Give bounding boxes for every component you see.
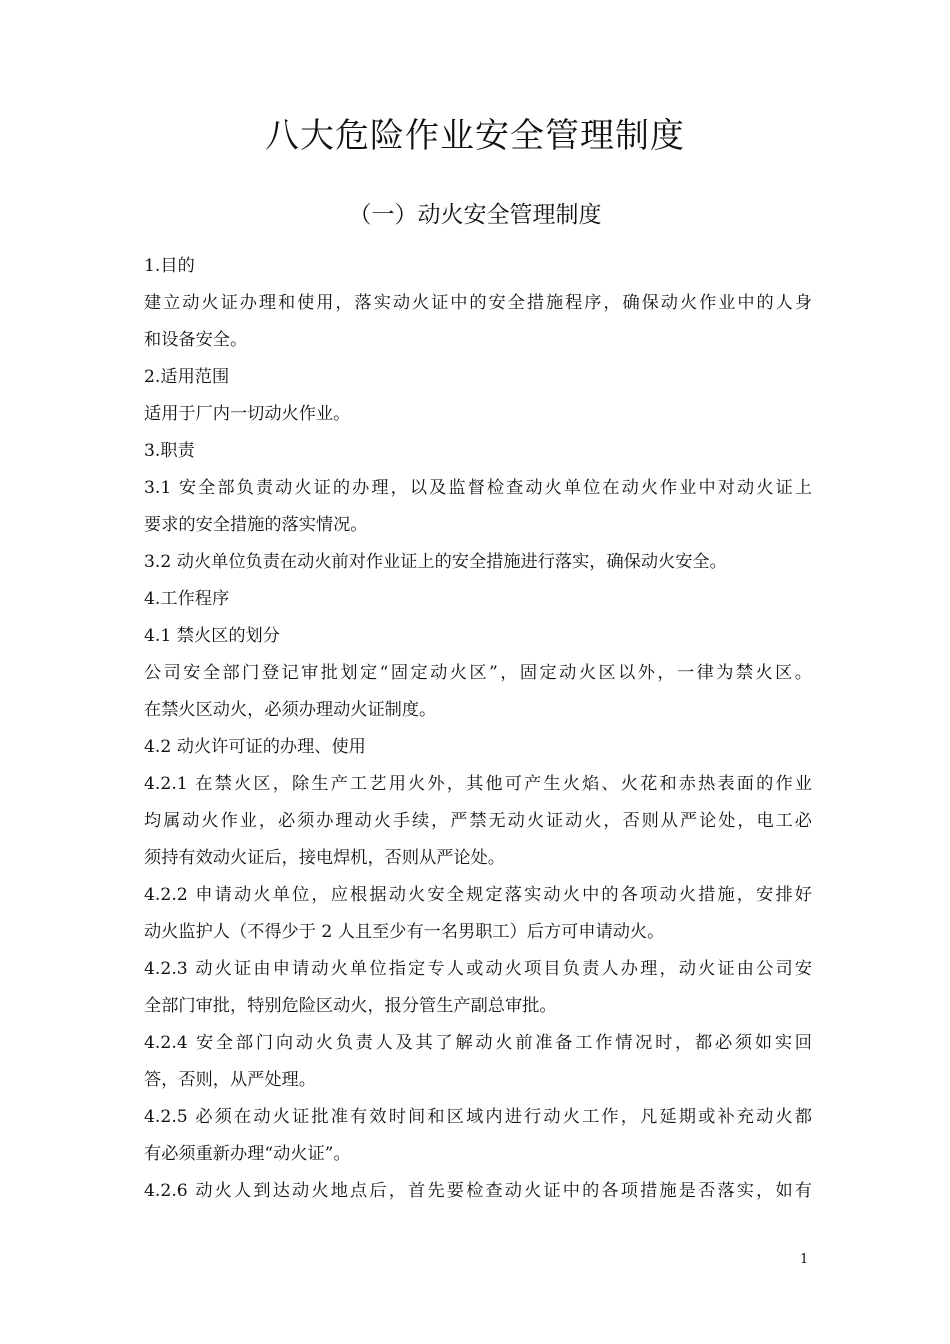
text-line: 均属动火作业，必须办理动火手续，严禁无动火证动火，否则从严论处，电工必 [144,811,812,831]
text-line: 4.2.5 必须在动火证批准有效时间和区域内进行动火工作，凡延期或补充动火都 [144,1107,812,1127]
text-line: 有必须重新办理“动火证”。 [144,1144,351,1164]
text-line: 须持有效动火证后，接电焊机，否则从严论处。 [144,848,505,868]
section-title: （一）动火安全管理制度 [348,202,602,228]
text-line: 建立动火证办理和使用，落实动火证中的安全措施程序，确保动火作业中的人身 [144,293,812,313]
page-number: 1 [800,1252,809,1267]
text-line: 全部门审批，特别危险区动火，报分管生产副总审批。 [144,996,557,1016]
text-line: 1.目的 [144,256,195,276]
text-line: 2.适用范围 [144,367,230,387]
text-line: 4.2 动火许可证的办理、使用 [144,737,366,757]
text-line: 4.2.6 动火人到达动火地点后，首先要检查动火证中的各项措施是否落实，如有 [144,1181,812,1201]
text-line: 适用于厂内一切动火作业。 [144,404,351,424]
text-line: 3.2 动火单位负责在动火前对作业证上的安全措施进行落实，确保动火安全。 [144,552,727,572]
document-title: 八大危险作业安全管理制度 [265,116,685,156]
text-line: 4.2.1 在禁火区，除生产工艺用火外，其他可产生火焰、火花和赤热表面的作业 [144,774,812,794]
text-line: 4.1 禁火区的划分 [144,626,280,646]
text-line: 动火监护人（不得少于 2 人且至少有一名男职工）后方可申请动火。 [144,922,665,942]
text-line: 和设备安全。 [144,330,248,350]
text-line: 要求的安全措施的落实情况。 [144,515,368,535]
text-line: 4.2.4 安全部门向动火负责人及其了解动火前准备工作情况时，都必须如实回 [144,1033,812,1053]
text-line: 3.1 安全部负责动火证的办理，以及监督检查动火单位在动火作业中对动火证上 [144,478,812,498]
text-line: 4.2.2 申请动火单位，应根据动火安全规定落实动火中的各项动火措施，安排好 [144,885,812,905]
text-line: 4.工作程序 [144,589,230,609]
text-line: 在禁火区动火，必须办理动火证制度。 [144,700,437,720]
text-line: 3.职责 [144,441,195,461]
text-line: 答，否则，从严处理。 [144,1070,316,1090]
document-body [144,248,812,1210]
text-line: 4.2.3 动火证由申请动火单位指定专人或动火项目负责人办理，动火证由公司安 [144,959,812,979]
text-line: 公司安全部门登记审批划定“固定动火区”，固定动火区以外，一律为禁火区。 [144,663,812,683]
